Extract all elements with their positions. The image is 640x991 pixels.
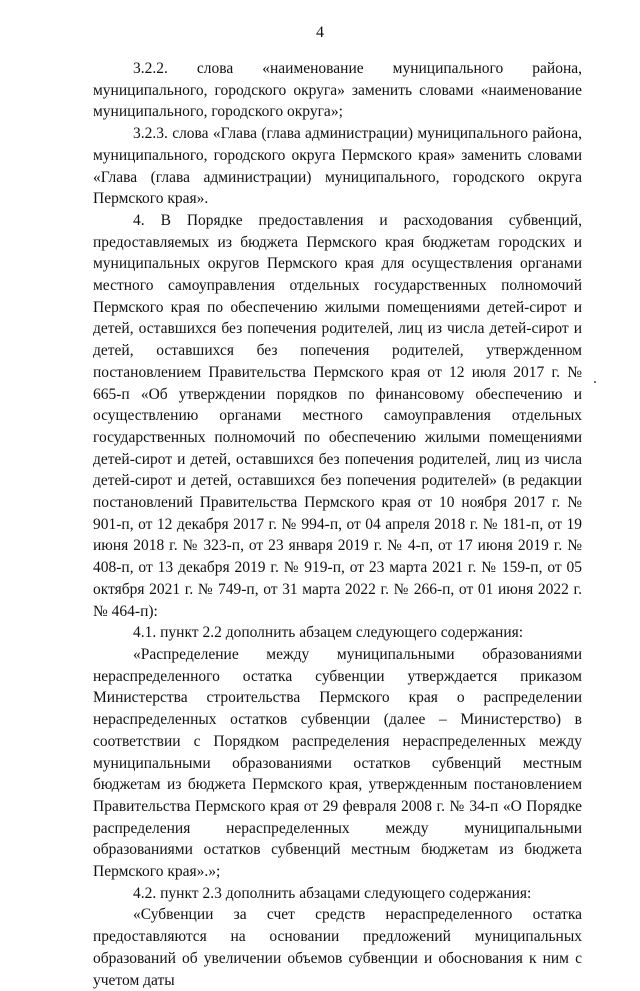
paragraph-4-2-quote: «Субвенции за счет средств нераспределенного остатка предоставляются на основании предложений муниципальных образований об увеличении объемов субвенции и обоснования к ним с учетом даты [93,906,582,989]
paragraph-4-2: 4.2. пункт 2.3 дополнить абзацами следующего содержания: [133,884,532,902]
document-body [93,58,582,991]
scan-artifact-dot [594,381,596,383]
paragraph-3-2-3: 3.2.3. слова «Глава (глава администрации) муниципального района, муниципального, городского округа Пермского края» заменить словами «Глава (глава администрации) муниципального, городского округа Пермского края». [93,125,582,208]
paragraph-4: 4. В Порядке предоставления и расходования субвенций, предоставляемых из бюджета Пермского края бюджетам городских и муниципальных округов Пермского края для осуществления органами местного самоуправления отдельных государственных полномочий Пермского края по обеспечению жилыми помещениями детей-сирот и детей, оставшихся без попечения родителей, лиц из числа детей-сирот и детей, оставшихся без попечения родителей, утвержденном постановлением Правительства Пермского края от 12 июля 2017 г. № 665-п «Об утверждении порядков по финансовому обеспечению и осуществлению органами местного самоуправления отдельных государственных полномочий по обеспечению жилыми помещениями детей-сирот и детей, оставшихся без попечения родителей, лиц из числа детей-сирот и детей, оставшихся без попечения родителей» (в редакции постановлений Правительства Пермского края от 10 ноября 2017 г. № 901-п, от 12 декабря 2017 г. № 994-п, от 04 апреля 2018 г. № 181-п, от 19 июня 2018 г. № 323-п, от 23 января 2019 г. № 4-п, от 17 июня 2019 г. № 408-п, от 13 декабря 2019 г. № 919-п, от 23 марта 2021 г. № 159-п, от 05 октября 2021 г. № 749-п, от 31 марта 2022 г. № 266-п, от 01 июня 2022 г. № 464-п): [93,211,582,620]
paragraph-3-2-2: 3.2.2. слова «наименование муниципального района, муниципального, городского округа» заменить словами «наименование муниципального, городского округа»; [93,60,582,121]
paragraph-4-1-quote: «Распределение между муниципальными образованиями нераспределенного остатка субвенции утверждается приказом Министерства строительства Пермского края о распределении нераспределенных остатков субвенции (далее – Министерство) в соответствии с Порядком распределения нераспределенных между муниципальными образованиями остатков субвенций местным бюджетам из бюджета Пермского края, утвержденным постановлением Правительства Пермского края от 29 февраля 2008 г. № 34-п «О Порядке распределения нераспределенных между муниципальными образованиями остатков субвенций местным бюджетам из бюджета Пермского края».»; [93,645,582,881]
page-number: 4 [316,24,324,41]
paragraph-4-1: 4.1. пункт 2.2 дополнить абзацем следующего содержания: [133,624,524,642]
